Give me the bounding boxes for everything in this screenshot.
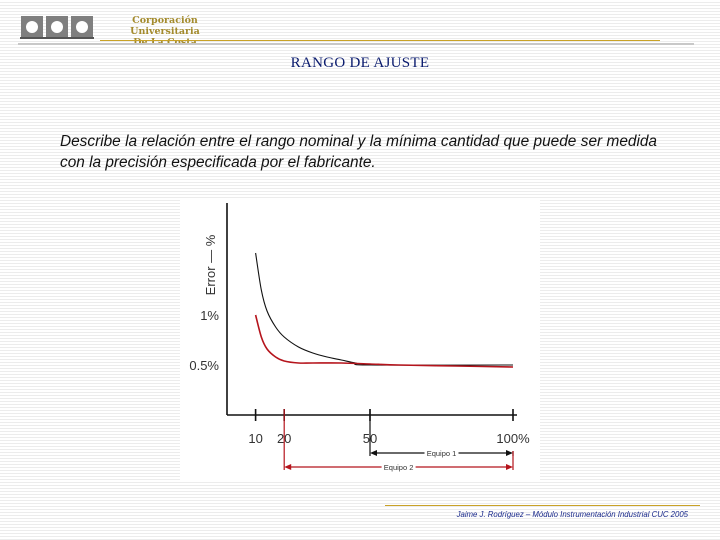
x-tick-label: 10 bbox=[248, 431, 263, 446]
org-name-line1: Corporación Universitaria bbox=[130, 15, 200, 37]
university-logo-icon bbox=[20, 14, 96, 40]
description-text: Describe la relación entre el rango nominal y la mínima cantidad que puede ser medida con la precisión especificada por el fabricante. bbox=[60, 133, 657, 171]
range-label: Equipo 1 bbox=[426, 449, 457, 458]
footer-divider bbox=[385, 505, 700, 506]
y-tick-label: 0.5% bbox=[189, 358, 219, 373]
range-label: Equipo 2 bbox=[383, 463, 414, 472]
error-vs-range-chart bbox=[180, 200, 540, 482]
header-divider bbox=[18, 43, 694, 45]
x-tick-label: 100% bbox=[496, 431, 530, 446]
chart-panel bbox=[180, 200, 540, 482]
series-line-2 bbox=[256, 315, 513, 367]
series-line-1 bbox=[256, 253, 513, 365]
x-tick-label: 20 bbox=[276, 431, 292, 446]
y-tick-label: 1% bbox=[200, 308, 219, 323]
footer-credit: Jaime J. Rodríguez – Módulo Instrumentación Industrial CUC 2005 bbox=[456, 510, 688, 519]
range-arrowhead-left bbox=[284, 464, 291, 470]
range-arrowhead-right bbox=[506, 464, 513, 470]
x-tick-label: 50 bbox=[362, 431, 378, 446]
page-title: RANGO DE AJUSTE bbox=[290, 55, 430, 71]
y-axis-label: Error — % bbox=[203, 234, 218, 296]
range-arrowhead-right bbox=[506, 450, 513, 456]
header-accent-line bbox=[100, 40, 660, 41]
range-arrowhead-left bbox=[370, 450, 377, 456]
